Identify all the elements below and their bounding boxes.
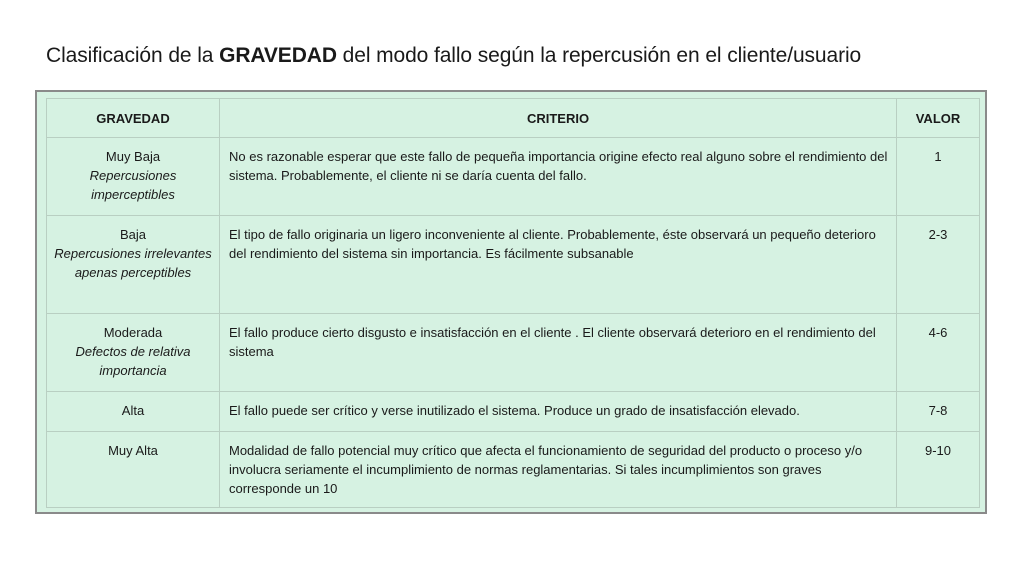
gravedad-cell [47,216,220,314]
table-header-row [47,99,980,138]
gravedad-cell [47,432,220,508]
gravedad-level: Baja [119,227,147,242]
gravedad-subtitle: Repercusiones irrelevantes apenas perceptibles [54,246,212,280]
severity-table-panel [35,90,987,514]
gravedad-cell [47,314,220,392]
criterio-cell: No es razonable esperar que este fallo de pequeña importancia origine efecto real alguno sobre el rendimiento del sistema. Probablemente, el cliente ni se daría cuenta del fallo. [220,138,897,216]
gravedad-cell [47,138,220,216]
title-suffix: del modo fallo según la repercusión en el cliente/usuario [336,44,862,67]
gravedad-level: Moderada [103,325,163,340]
gravedad-level: Muy Alta [108,443,158,458]
page-title [46,44,861,68]
valor-cell: 2-3 [897,216,980,314]
severity-table [46,98,980,508]
criterio-cell: El fallo puede ser crítico y verse inutilizado el sistema. Produce un grado de insatisfacción elevado. [220,392,897,432]
gravedad-level: Muy Baja [105,149,161,164]
gravedad-level: Alta [121,403,145,418]
criterio-cell: El tipo de fallo originaria un ligero inconveniente al cliente. Probablemente, éste observará un pequeño deterioro del rendimiento del sistema sin importancia. Es fácilmente subsanable [220,216,897,314]
header-gravedad: GRAVEDAD [47,99,220,138]
valor-cell: 1 [897,138,980,216]
header-valor: VALOR [897,99,980,138]
title-bold: GRAVEDAD [219,44,337,67]
criterio-cell: Modalidad de fallo potencial muy crítico que afecta el funcionamiento de seguridad del producto o proceso y/o involucra seriamente el incumplimiento de normas reglamentarias. Si tales incumplimientos son graves corresponde un 10 [220,432,897,508]
table-row [47,138,980,216]
title-prefix: Clasificación de la [46,44,220,67]
valor-cell: 7-8 [897,392,980,432]
criterio-cell: El fallo produce cierto disgusto e insatisfacción en el cliente . El cliente observará deterioro en el rendimiento del sistema [220,314,897,392]
table-row [47,432,980,508]
gravedad-subtitle: Defectos de relativa importancia [75,344,191,378]
valor-cell: 9-10 [897,432,980,508]
gravedad-subtitle: Repercusiones imperceptibles [89,168,177,202]
table-row [47,392,980,432]
valor-cell: 4-6 [897,314,980,392]
table-row [47,314,980,392]
gravedad-cell [47,392,220,432]
table-row [47,216,980,314]
header-criterio: CRITERIO [220,99,897,138]
